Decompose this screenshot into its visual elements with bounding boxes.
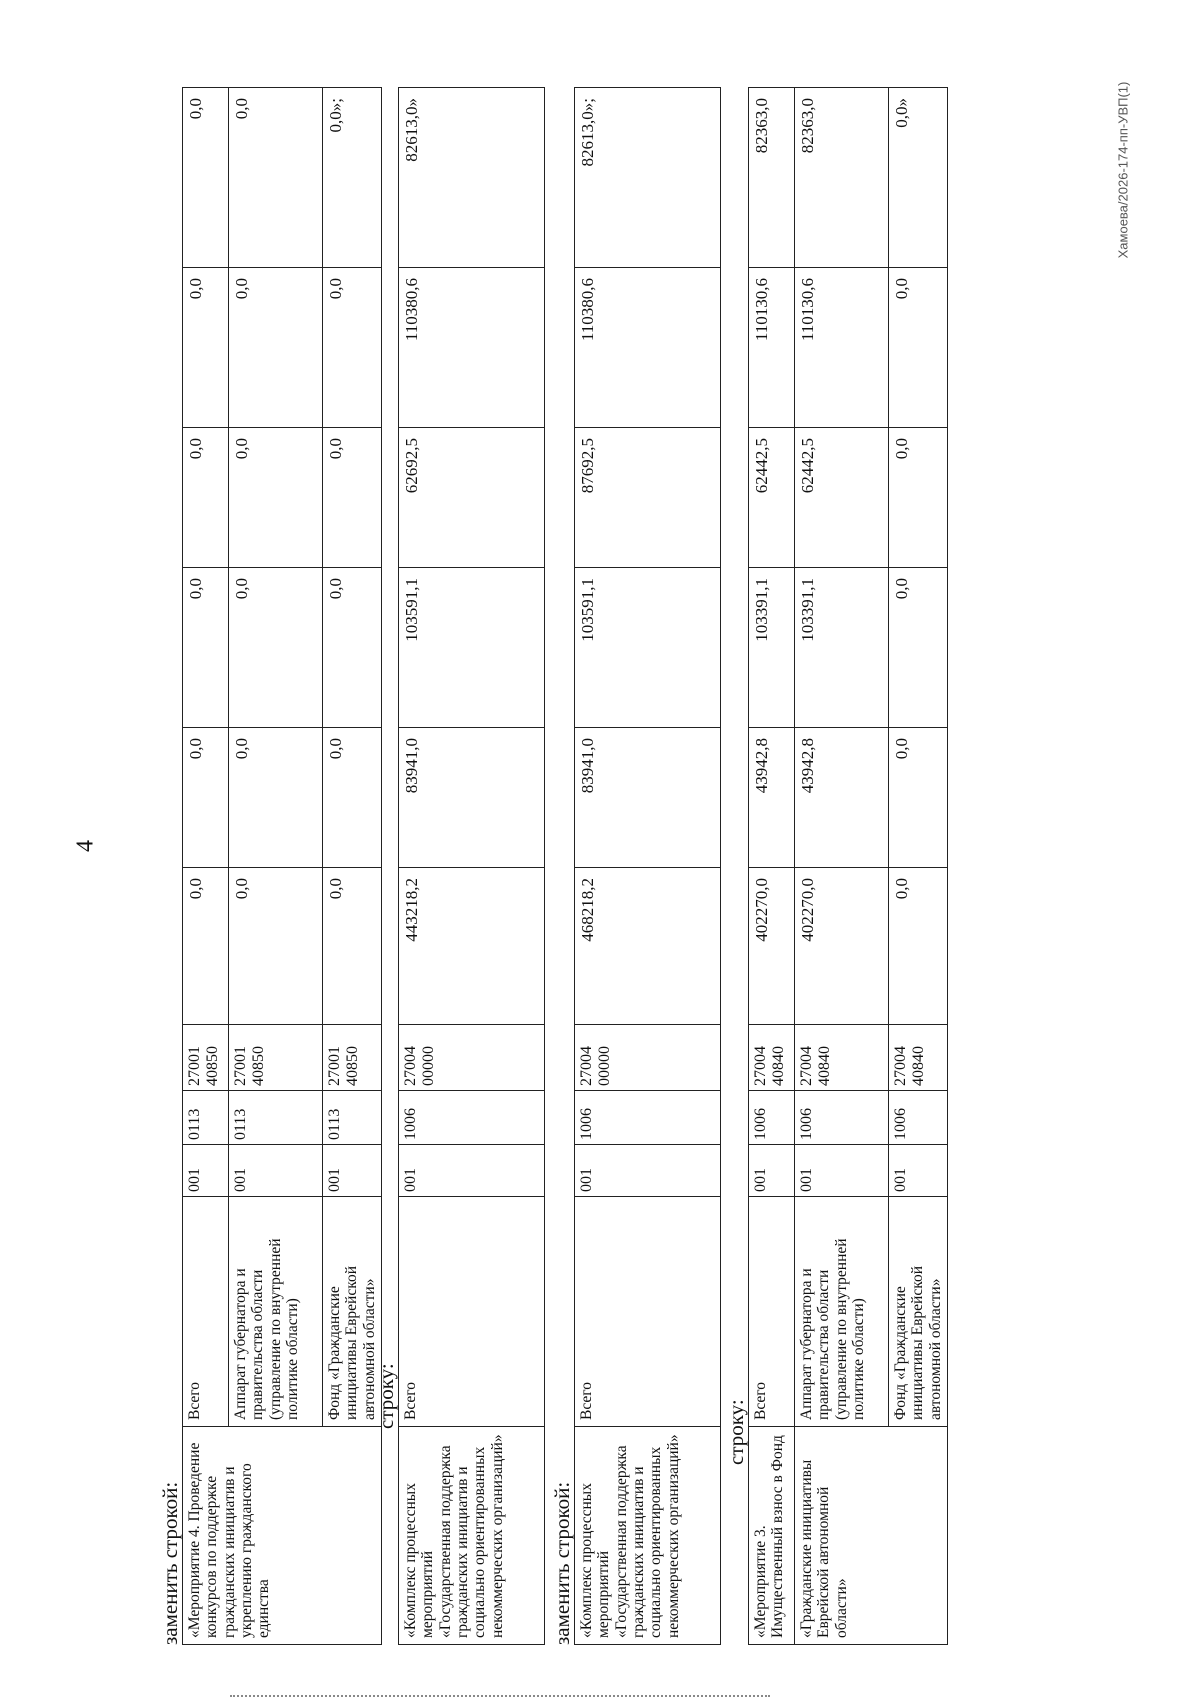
code-cell: 1006 — [575, 1091, 721, 1145]
value-cell: 0,0 — [229, 868, 323, 1025]
value-cell: 402270,0 — [749, 868, 795, 1025]
value-cell: 103591,1 — [575, 568, 721, 728]
code-cell: 1006 — [795, 1091, 889, 1145]
value-cell: 43942,8 — [795, 728, 889, 868]
source-cell: Всего — [399, 1197, 545, 1427]
code-cell: 27004 40840 — [889, 1025, 948, 1091]
value-cell: 0,0 — [323, 268, 382, 428]
value-cell: 468218,2 — [575, 868, 721, 1025]
value-cell: 110380,6 — [399, 268, 545, 428]
code-cell: 27001 40850 — [229, 1025, 323, 1091]
value-cell: 0,0 — [323, 868, 382, 1025]
code-cell: 001 — [183, 1145, 229, 1197]
code-cell: 001 — [399, 1145, 545, 1197]
code-cell: 1006 — [889, 1091, 948, 1145]
value-cell: 0,0 — [323, 728, 382, 868]
value-cell: 82363,0 — [749, 88, 795, 268]
value-cell: 0,0 — [183, 268, 229, 428]
value-cell: 83941,0 — [575, 728, 721, 868]
table-row — [399, 88, 545, 1645]
value-cell: 62442,5 — [749, 428, 795, 568]
value-cell: 443218,2 — [399, 868, 545, 1025]
event-name-cell: «Комплекс процессных мероприятий «Государственная поддержка гражданских инициатив и социально ориентированных некоммерческих организаций» — [575, 1427, 721, 1645]
value-cell: 0,0 — [183, 428, 229, 568]
value-cell: 82613,0»; — [575, 88, 721, 268]
value-cell: 87692,5 — [575, 428, 721, 568]
table-row — [749, 88, 795, 1645]
code-cell: 001 — [229, 1145, 323, 1197]
source-cell: Всего — [575, 1197, 721, 1427]
code-cell: 1006 — [749, 1091, 795, 1145]
table-row — [575, 88, 721, 1645]
code-cell: 001 — [323, 1145, 382, 1197]
value-cell: 0,0 — [229, 88, 323, 268]
code-cell: 001 — [575, 1145, 721, 1197]
value-cell: 0,0» — [889, 88, 948, 268]
source-cell: Аппарат губернатора и правительства области (управление по внутренней политике области) — [795, 1197, 889, 1427]
value-cell: 110130,6 — [749, 268, 795, 428]
table-row — [183, 88, 229, 1645]
code-cell: 1006 — [399, 1091, 545, 1145]
budget-table — [398, 87, 545, 1645]
source-cell: Фонд «Гражданские инициативы Еврейской автономной области» — [323, 1197, 382, 1427]
source-cell: Всего — [183, 1197, 229, 1427]
value-cell: 0,0 — [323, 568, 382, 728]
rotated-content — [160, 85, 1020, 1645]
value-cell: 0,0 — [183, 568, 229, 728]
source-cell: Аппарат губернатора и правительства области (управление по внутренней политике области) — [229, 1197, 323, 1427]
value-cell: 103391,1 — [795, 568, 889, 728]
source-cell: Всего — [749, 1197, 795, 1427]
code-cell: 0113 — [229, 1091, 323, 1145]
code-cell: 27004 40840 — [749, 1025, 795, 1091]
budget-table — [574, 87, 721, 1645]
value-cell: 0,0 — [183, 728, 229, 868]
event-name-cell: «Мероприятие 3. Имущественный взнос в Фонд — [749, 1427, 795, 1645]
code-cell: 27001 40850 — [183, 1025, 229, 1091]
value-cell: 0,0 — [889, 868, 948, 1025]
value-cell: 0,0 — [889, 268, 948, 428]
event-name-cell: «Комплекс процессных мероприятий «Государственная поддержка гражданских инициатив и социально ориентированных некоммерческих организаций» — [399, 1427, 545, 1645]
value-cell: 82613,0» — [399, 88, 545, 268]
code-cell: 27004 00000 — [575, 1025, 721, 1091]
value-cell: 0,0 — [183, 88, 229, 268]
value-cell: 0,0 — [229, 428, 323, 568]
event-name-cell: «Мероприятие 4. Проведение конкурсов по поддержке гражданских инициатив и укреплению гражданского единства — [183, 1427, 382, 1645]
value-cell: 62692,5 — [399, 428, 545, 568]
value-cell: 402270,0 — [795, 868, 889, 1025]
code-cell: 27004 00000 — [399, 1025, 545, 1091]
value-cell: 62442,5 — [795, 428, 889, 568]
value-cell: 103591,1 — [399, 568, 545, 728]
source-cell: Фонд «Гражданские инициативы Еврейской автономной области» — [889, 1197, 948, 1427]
budget-table — [182, 87, 382, 1645]
table-row — [229, 88, 323, 1645]
table-row — [889, 88, 948, 1645]
code-cell: 0113 — [323, 1091, 382, 1145]
value-cell: 0,0 — [229, 268, 323, 428]
section-label: заменить строкой: — [550, 1481, 574, 1645]
value-cell: 0,0 — [229, 728, 323, 868]
section-label: заменить строкой: — [158, 1481, 182, 1645]
value-cell: 0,0 — [889, 428, 948, 568]
section-label: строку: — [724, 1399, 748, 1465]
page-number: 4 — [72, 840, 99, 852]
value-cell: 0,0 — [889, 568, 948, 728]
code-cell: 27001 40850 — [323, 1025, 382, 1091]
value-cell: 0,0 — [183, 868, 229, 1025]
budget-table — [748, 87, 948, 1645]
scan-artifact-dots — [230, 1695, 770, 1700]
value-cell: 0,0 — [323, 428, 382, 568]
value-cell: 0,0 — [229, 568, 323, 728]
value-cell: 110130,6 — [795, 268, 889, 428]
section-label: строку: — [374, 1363, 398, 1429]
code-cell: 001 — [749, 1145, 795, 1197]
code-cell: 001 — [889, 1145, 948, 1197]
code-cell: 001 — [795, 1145, 889, 1197]
code-cell: 0113 — [183, 1091, 229, 1145]
value-cell: 110380,6 — [575, 268, 721, 428]
document-footer-code: Хамоева/2026-174-пп-УВП(1) — [1115, 81, 1131, 259]
value-cell: 0,0 — [889, 728, 948, 868]
value-cell: 0,0»; — [323, 88, 382, 268]
value-cell: 103391,1 — [749, 568, 795, 728]
code-cell: 27004 40840 — [795, 1025, 889, 1091]
value-cell: 83941,0 — [399, 728, 545, 868]
event-name-cell: «Гражданские инициативы Еврейской автономной области» — [795, 1427, 948, 1645]
table-row — [323, 88, 382, 1645]
table-row — [795, 88, 889, 1645]
value-cell: 82363,0 — [795, 88, 889, 268]
value-cell: 43942,8 — [749, 728, 795, 868]
